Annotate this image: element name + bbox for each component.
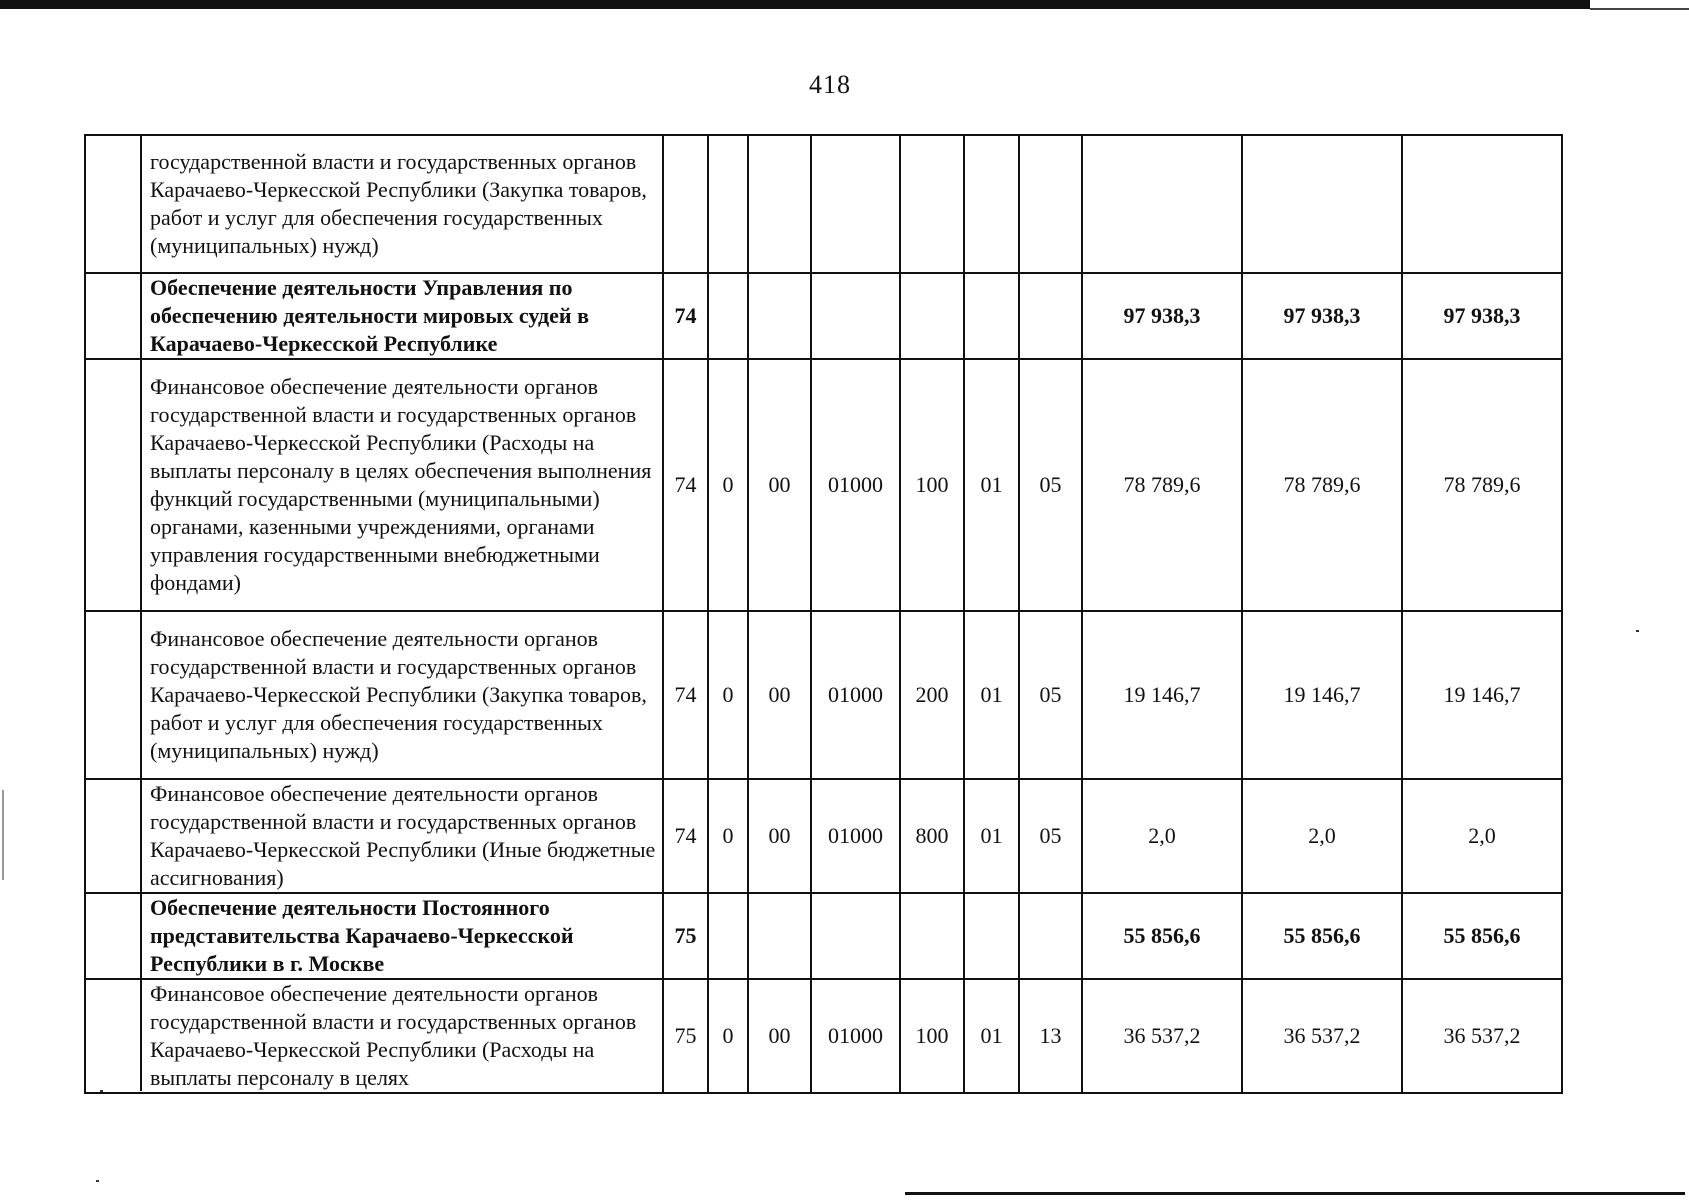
row-year2: 2,0 bbox=[1242, 779, 1402, 893]
row-type: 100 bbox=[900, 979, 964, 1093]
row-direction: 01000 bbox=[811, 359, 900, 611]
row-section: 01 bbox=[964, 359, 1019, 611]
row-group: 00 bbox=[748, 611, 811, 779]
table-row bbox=[85, 135, 1562, 273]
scan-left-edge-mark bbox=[2, 790, 4, 880]
row-year3: 19 146,7 bbox=[1402, 611, 1562, 779]
row-year2: 78 789,6 bbox=[1242, 359, 1402, 611]
row-subsection bbox=[1019, 135, 1082, 273]
row-direction: 01000 bbox=[811, 611, 900, 779]
row-sub bbox=[708, 893, 748, 979]
row-type: 100 bbox=[900, 359, 964, 611]
row-sub: 0 bbox=[708, 779, 748, 893]
page-number: 418 bbox=[809, 70, 851, 99]
scan-top-edge-thin bbox=[1590, 8, 1689, 10]
row-group: 00 bbox=[748, 979, 811, 1093]
row-year2 bbox=[1242, 135, 1402, 273]
row-code: 74 bbox=[663, 779, 708, 893]
row-description: государственной власти и государственных органов Карачаево-Черкесской Республики (Закупка товаров, работ и услуг для обеспечения государственных (муниципальных) нужд) bbox=[85, 135, 663, 273]
row-year2: 36 537,2 bbox=[1242, 979, 1402, 1093]
row-year3: 97 938,3 bbox=[1402, 273, 1562, 359]
row-code: 75 bbox=[663, 979, 708, 1093]
row-year3: 2,0 bbox=[1402, 779, 1562, 893]
row-year1 bbox=[1082, 135, 1242, 273]
row-section: 01 bbox=[964, 779, 1019, 893]
table-row bbox=[85, 779, 1562, 893]
row-group: 00 bbox=[748, 779, 811, 893]
row-direction bbox=[811, 135, 900, 273]
row-year3: 55 856,6 bbox=[1402, 893, 1562, 979]
row-description: Финансовое обеспечение деятельности органов государственной власти и государственных органов Карачаево-Черкесской Республики (Иные бюджетные ассигнования) bbox=[85, 779, 663, 893]
row-sub bbox=[708, 273, 748, 359]
row-type bbox=[900, 893, 964, 979]
row-subsection bbox=[1019, 273, 1082, 359]
row-description: Финансовое обеспечение деятельности органов государственной власти и государственных органов Карачаево-Черкесской Республики (Закупка товаров, работ и услуг для обеспечения государственных (муниципальных) нужд) bbox=[85, 611, 663, 779]
row-subsection: 05 bbox=[1019, 611, 1082, 779]
row-year1: 55 856,6 bbox=[1082, 893, 1242, 979]
row-sub: 0 bbox=[708, 359, 748, 611]
row-year1: 19 146,7 bbox=[1082, 611, 1242, 779]
row-subsection bbox=[1019, 893, 1082, 979]
row-year1: 36 537,2 bbox=[1082, 979, 1242, 1093]
row-code: 74 bbox=[663, 359, 708, 611]
row-code bbox=[663, 135, 708, 273]
row-type bbox=[900, 273, 964, 359]
row-code: 74 bbox=[663, 273, 708, 359]
row-group: 00 bbox=[748, 359, 811, 611]
row-year2: 19 146,7 bbox=[1242, 611, 1402, 779]
scan-bottom-line bbox=[905, 1192, 1685, 1195]
row-subsection: 13 bbox=[1019, 979, 1082, 1093]
row-sub bbox=[708, 135, 748, 273]
row-type: 200 bbox=[900, 611, 964, 779]
row-section: 01 bbox=[964, 979, 1019, 1093]
row-direction bbox=[811, 273, 900, 359]
row-description: Обеспечение деятельности Управления по обеспечению деятельности мировых судей в Карачаево-Черкесской Республике bbox=[85, 273, 663, 359]
row-year3: 78 789,6 bbox=[1402, 359, 1562, 611]
row-description: Обеспечение деятельности Постоянного представительства Карачаево-Черкесской Республики в г. Москве bbox=[85, 893, 663, 979]
row-year1: 97 938,3 bbox=[1082, 273, 1242, 359]
row-subsection: 05 bbox=[1019, 779, 1082, 893]
row-section bbox=[964, 273, 1019, 359]
row-sub: 0 bbox=[708, 979, 748, 1093]
row-year2: 55 856,6 bbox=[1242, 893, 1402, 979]
row-direction: 01000 bbox=[811, 979, 900, 1093]
row-group bbox=[748, 893, 811, 979]
budget-table bbox=[84, 134, 1563, 1094]
row-type: 800 bbox=[900, 779, 964, 893]
scan-speck bbox=[96, 1180, 99, 1182]
row-year2: 97 938,3 bbox=[1242, 273, 1402, 359]
row-group bbox=[748, 273, 811, 359]
row-type bbox=[900, 135, 964, 273]
table-row bbox=[85, 979, 1562, 1093]
row-section bbox=[964, 135, 1019, 273]
row-group bbox=[748, 135, 811, 273]
row-section: 01 bbox=[964, 611, 1019, 779]
row-year1: 2,0 bbox=[1082, 779, 1242, 893]
row-year3: 36 537,2 bbox=[1402, 979, 1562, 1093]
scan-top-edge bbox=[0, 0, 1590, 9]
row-sub: 0 bbox=[708, 611, 748, 779]
row-direction: 01000 bbox=[811, 779, 900, 893]
table-row bbox=[85, 359, 1562, 611]
row-section bbox=[964, 893, 1019, 979]
table-row bbox=[85, 273, 1562, 359]
table-row bbox=[85, 611, 1562, 779]
table-row bbox=[85, 893, 1562, 979]
row-year1: 78 789,6 bbox=[1082, 359, 1242, 611]
row-description: Финансовое обеспечение деятельности органов государственной власти и государственных органов Карачаево-Черкесской Республики (Расходы на выплаты персоналу в целях bbox=[85, 979, 663, 1093]
scan-speck bbox=[1636, 630, 1639, 632]
row-subsection: 05 bbox=[1019, 359, 1082, 611]
row-year3 bbox=[1402, 135, 1562, 273]
row-number-column-divider bbox=[140, 134, 142, 1091]
row-description: Финансовое обеспечение деятельности органов государственной власти и государственных органов Карачаево-Черкесской Республики (Расходы на выплаты персоналу в целях обеспечения выполнения функций государственными (муниципальными) органами, казенными учреждениями, органами управления государственными внебюджетными фондами) bbox=[85, 359, 663, 611]
row-code: 74 bbox=[663, 611, 708, 779]
row-direction bbox=[811, 893, 900, 979]
row-code: 75 bbox=[663, 893, 708, 979]
